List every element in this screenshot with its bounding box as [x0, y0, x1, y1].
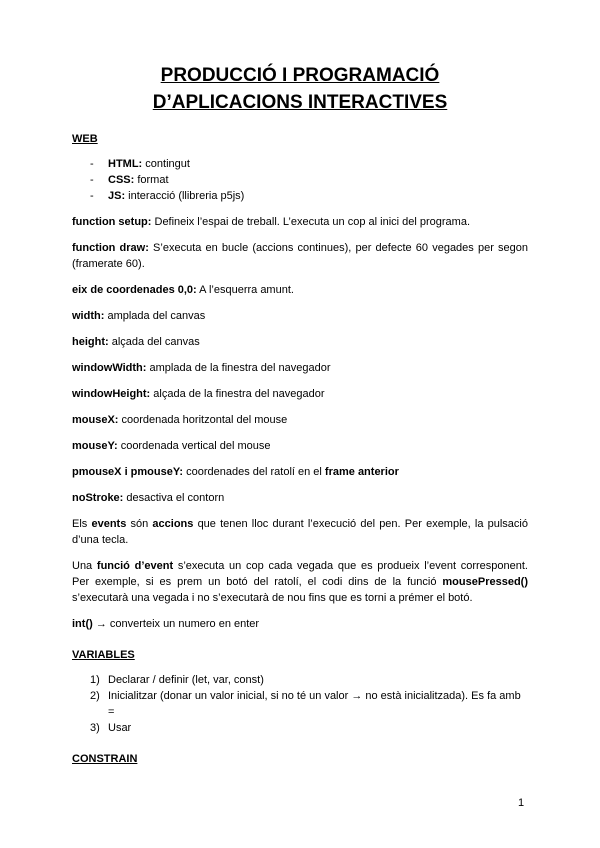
text-run: Els [72, 518, 92, 530]
item-desc: format [134, 174, 169, 186]
item-number: 1) [90, 674, 100, 686]
def-term: mouseX: [72, 414, 119, 426]
title-line-1: PRODUCCIÓ I PROGRAMACIÓ [160, 65, 440, 86]
item-number: 2) [90, 690, 100, 702]
text-run: Una [72, 560, 97, 572]
item-desc: interacció (llibreria p5js) [125, 190, 245, 202]
list-item [72, 688, 528, 720]
item-desc: contingut [142, 158, 190, 170]
def-coords [72, 282, 528, 298]
event-function-paragraph [72, 558, 528, 606]
def-nostroke [72, 490, 528, 506]
def-mousey [72, 438, 528, 454]
list-item [72, 172, 528, 188]
def-term: int() [72, 618, 93, 630]
def-windowwidth [72, 360, 528, 376]
def-desc: amplada del canvas [104, 310, 206, 322]
def-desc: amplada de la finestra del navegador [146, 362, 331, 374]
def-bold-end: frame anterior [324, 466, 399, 478]
def-term: width: [72, 310, 105, 322]
def-draw [72, 240, 528, 272]
variables-list [72, 672, 528, 736]
def-term: pmouseX i pmouseY: [72, 466, 184, 478]
def-desc: coordenades del ratolí en el [183, 466, 325, 478]
list-item [72, 156, 528, 172]
text-bold: accions [152, 518, 194, 530]
def-term: function setup: [72, 216, 152, 228]
constrain-heading: CONSTRAIN [72, 753, 138, 765]
text-run: que tenen lloc durant l’execució del pen. Per exemple, la pulsació d’una tecla. [72, 518, 528, 546]
web-heading: WEB [72, 133, 98, 145]
text-bold: funció d’event [96, 560, 174, 572]
def-desc: coordenada vertical del mouse [117, 440, 271, 452]
def-desc: S’executa en bucle (accions continues), per defecte 60 vegades per segon (framerate 60). [72, 242, 528, 270]
def-pmouse [72, 464, 528, 480]
item-term: JS: [108, 190, 126, 202]
def-int [72, 616, 528, 632]
list-item [72, 672, 528, 688]
item-text: Inicialitzar (donar un valor inicial, si no té un valor → no està inicialitzada). Es fa amb = [108, 690, 521, 718]
item-number: 3) [90, 722, 100, 734]
page-title [72, 62, 528, 116]
text-run: s’executa un cop cada vegada que es produeix l’event corresponent. Per exemple, si es prem un botó del ratolí, el codi dins de la funció [72, 560, 528, 588]
def-desc: A l’esquerra amunt. [196, 284, 294, 296]
document-page [72, 0, 528, 766]
text-bold: mousePressed() [442, 576, 528, 588]
def-desc: → converteix un numero en enter [92, 618, 260, 630]
item-term: CSS: [108, 174, 135, 186]
text-run: s’executarà una vegada i no s’executarà de nou fins que es torni a prémer el botó. [72, 592, 473, 604]
def-desc: alçada de la finestra del navegador [150, 388, 325, 400]
item-term: HTML: [108, 158, 143, 170]
def-desc: coordenada horitzontal del mouse [118, 414, 288, 426]
list-item [72, 188, 528, 204]
def-desc: desactiva el contorn [123, 492, 225, 504]
def-term: height: [72, 336, 109, 348]
def-term: function draw: [72, 242, 149, 254]
web-list [72, 156, 528, 204]
text-run: són [126, 518, 153, 530]
item-text: Declarar / definir (let, var, const) [108, 674, 264, 686]
events-paragraph [72, 516, 528, 548]
variables-heading: VARIABLES [72, 649, 135, 661]
def-mousex [72, 412, 528, 428]
def-desc: Defineix l’espai de treball. L’executa un cop al inici del programa. [151, 216, 471, 228]
def-term: windowHeight: [72, 388, 151, 400]
item-text: Usar [108, 722, 132, 734]
def-term: mouseY: [72, 440, 118, 452]
def-desc: alçada del canvas [108, 336, 200, 348]
page-number: 1 [518, 797, 525, 809]
def-term: eix de coordenades 0,0: [72, 284, 197, 296]
title-line-2: D’APLICACIONS INTERACTIVES [152, 92, 448, 113]
list-item [72, 720, 528, 736]
text-bold: events [91, 518, 127, 530]
def-width [72, 308, 528, 324]
def-term: noStroke: [72, 492, 124, 504]
def-setup [72, 214, 528, 230]
def-windowheight [72, 386, 528, 402]
def-term: windowWidth: [72, 362, 147, 374]
def-height [72, 334, 528, 350]
